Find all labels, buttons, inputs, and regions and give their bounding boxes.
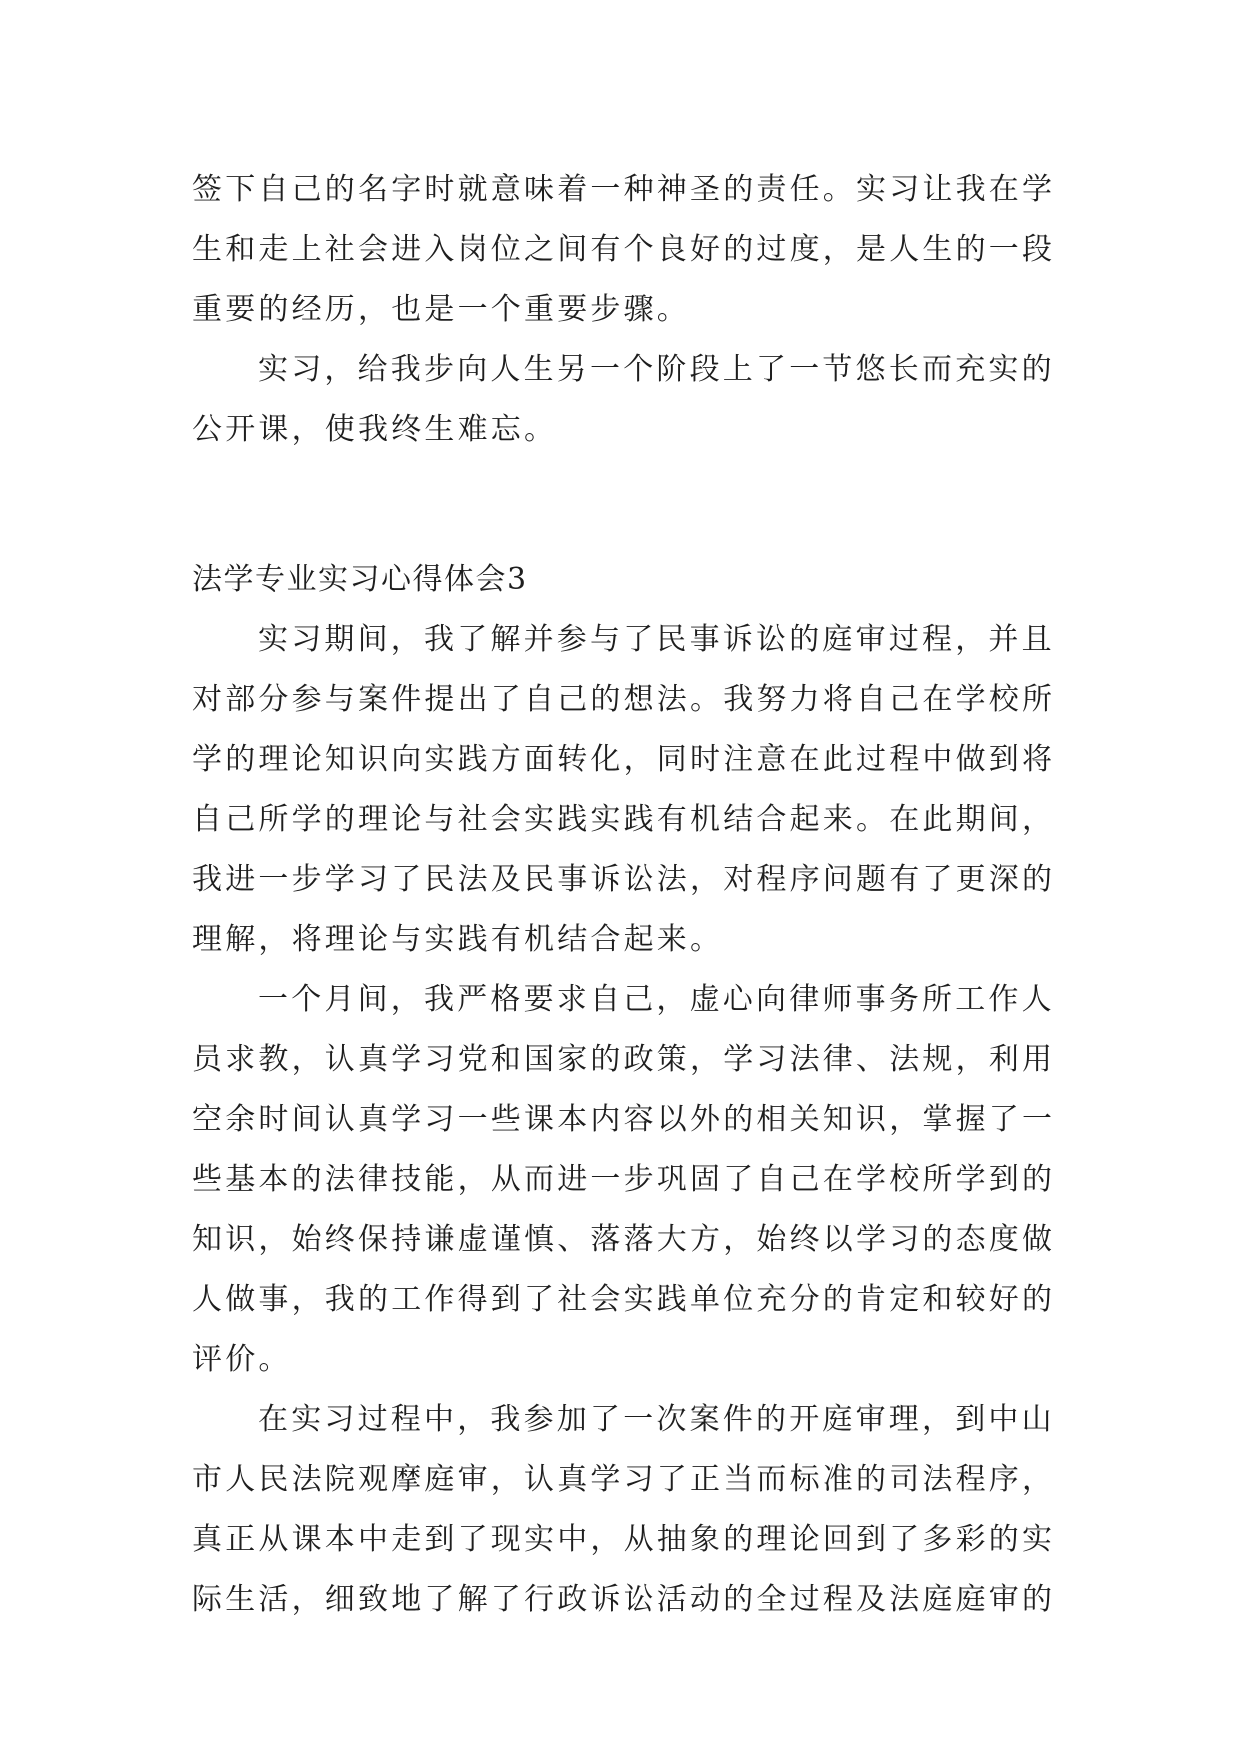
text-line: 评价。 xyxy=(192,1342,292,1377)
text-line: 真正从课本中走到了现实中，从抽象的理论回到了多彩的实 xyxy=(192,1522,1056,1557)
paragraph-continued xyxy=(192,160,1056,340)
text-line: 空余时间认真学习一些课本内容以外的相关知识，掌握了一 xyxy=(192,1102,1056,1137)
text-line: 在实习过程中，我参加了一次案件的开庭审理，到中山 xyxy=(258,1402,1055,1437)
text-line: 学的理论知识向实践方面转化，同时注意在此过程中做到将 xyxy=(192,742,1056,777)
text-line: 一个月间，我严格要求自己，虚心向律师事务所工作人 xyxy=(258,982,1055,1017)
paragraph-conclusion xyxy=(192,340,1055,460)
text-line: 实习期间，我了解并参与了民事诉讼的庭审过程，并且 xyxy=(258,622,1055,657)
text-line: 对部分参与案件提出了自己的想法。我努力将自己在学校所 xyxy=(192,682,1056,717)
text-line: 知识，始终保持谦虚谨慎、落落大方，始终以学习的态度做 xyxy=(192,1222,1056,1257)
text-line: 实习，给我步向人生另一个阶段上了一节悠长而充实的 xyxy=(258,352,1055,387)
section-gap xyxy=(192,460,1052,550)
text-line: 员求教，认真学习党和国家的政策，学习法律、法规，利用 xyxy=(192,1042,1056,1077)
paragraph-2 xyxy=(192,970,1056,1390)
paragraph-3 xyxy=(192,1390,1056,1630)
text-line: 签下自己的名字时就意味着一种神圣的责任。实习让我在学 xyxy=(192,172,1056,207)
text-line: 自己所学的理论与社会实践实践有机结合起来。在此期间， xyxy=(192,802,1056,837)
text-line: 生和走上社会进入岗位之间有个良好的过度，是人生的一段 xyxy=(192,232,1056,267)
text-line: 重要的经历，也是一个重要步骤。 xyxy=(192,292,690,327)
text-line: 理解，将理论与实践有机结合起来。 xyxy=(192,922,724,957)
text-line: 人做事，我的工作得到了社会实践单位充分的肯定和较好的 xyxy=(192,1282,1056,1317)
text-line: 公开课，使我终生难忘。 xyxy=(192,412,558,447)
paragraph-1 xyxy=(192,610,1056,970)
text-line: 些基本的法律技能，从而进一步巩固了自己在学校所学到的 xyxy=(192,1162,1056,1197)
section-heading: 法学专业实习心得体会3 xyxy=(192,562,528,597)
document-body xyxy=(192,160,1056,1630)
text-line: 我进一步学习了民法及民事诉讼法，对程序问题有了更深的 xyxy=(192,862,1056,897)
text-line: 际生活，细致地了解了行政诉讼活动的全过程及法庭庭审的 xyxy=(192,1582,1056,1617)
text-line: 市人民法院观摩庭审，认真学习了正当而标准的司法程序， xyxy=(192,1462,1056,1497)
